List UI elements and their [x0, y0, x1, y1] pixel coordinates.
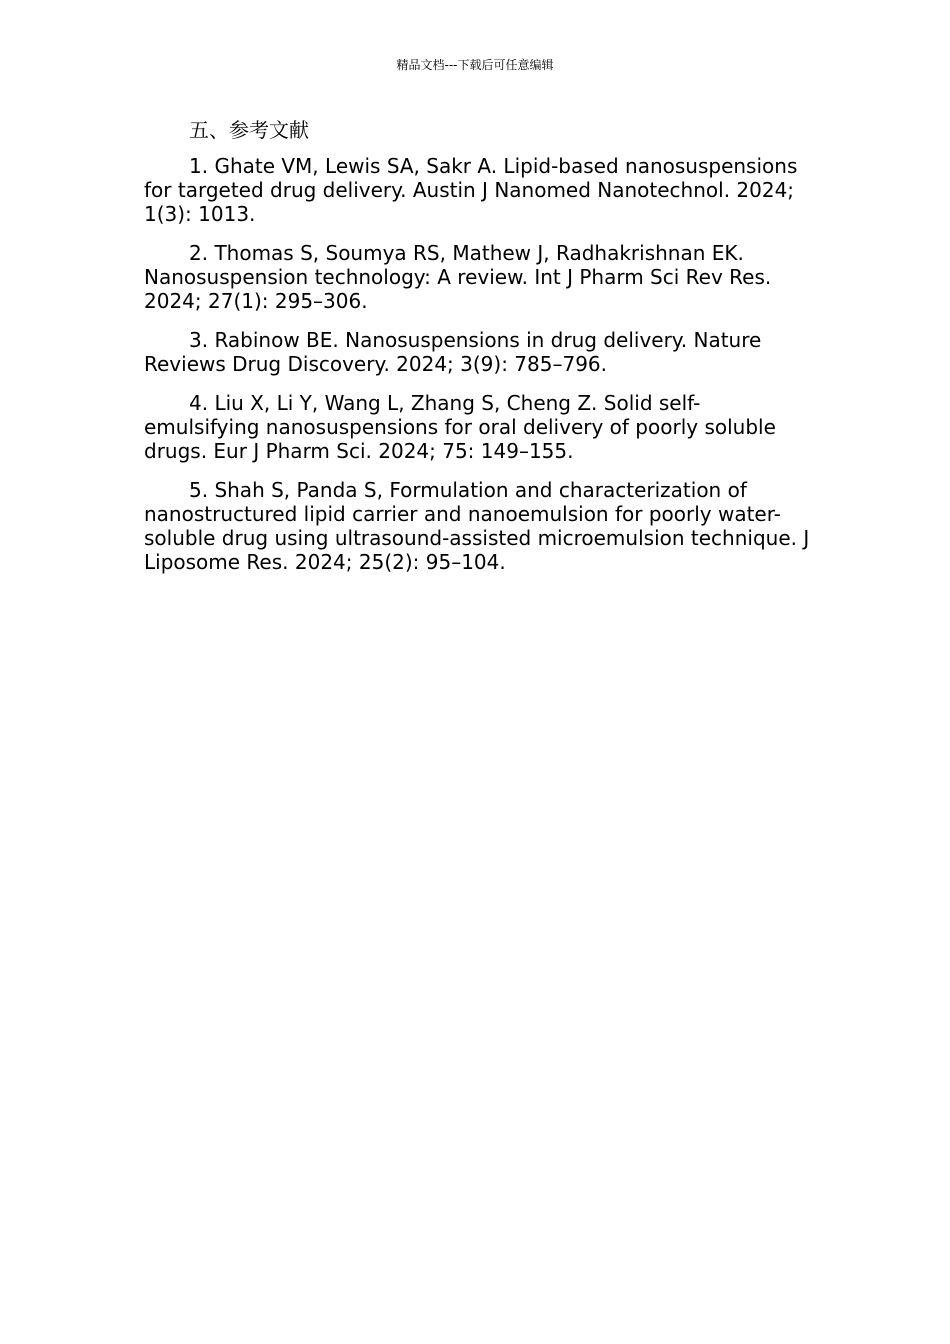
document-body	[144, 116, 810, 589]
reference-item-3: 3. Rabinow BE. Nanosuspensions in drug delivery. Nature Reviews Drug Discovery. 2024; 3(9): 785–796.	[144, 328, 762, 376]
reference-list	[144, 154, 810, 574]
reference-item-2: 2. Thomas S, Soumya RS, Mathew J, Radhakrishnan EK. Nanosuspension technology: A review. Int J Pharm Sci Rev Res. 2024; 27(1): 295–306.	[144, 241, 772, 313]
page-header: 精品文档---下载后可任意编辑	[396, 58, 554, 72]
reference-item-5: 5. Shah S, Panda S, Formulation and characterization of nanostructured lipid carrier and nanoemulsion for poorly water-soluble drug using ultrasound-assisted microemulsion technique. J Liposome Res. 2024; 25(2): 95–104.	[144, 478, 810, 574]
section-heading: 五、参考文献	[189, 118, 309, 142]
reference-item-1: 1. Ghate VM, Lewis SA, Sakr A. Lipid-based nanosuspensions for targeted drug delivery. Austin J Nanomed Nanotechnol. 2024; 1(3): 1013.	[144, 154, 798, 226]
reference-item-4: 4. Liu X, Li Y, Wang L, Zhang S, Cheng Z. Solid self-emulsifying nanosuspensions for oral delivery of poorly soluble drugs. Eur J Pharm Sci. 2024; 75: 149–155.	[144, 391, 776, 463]
